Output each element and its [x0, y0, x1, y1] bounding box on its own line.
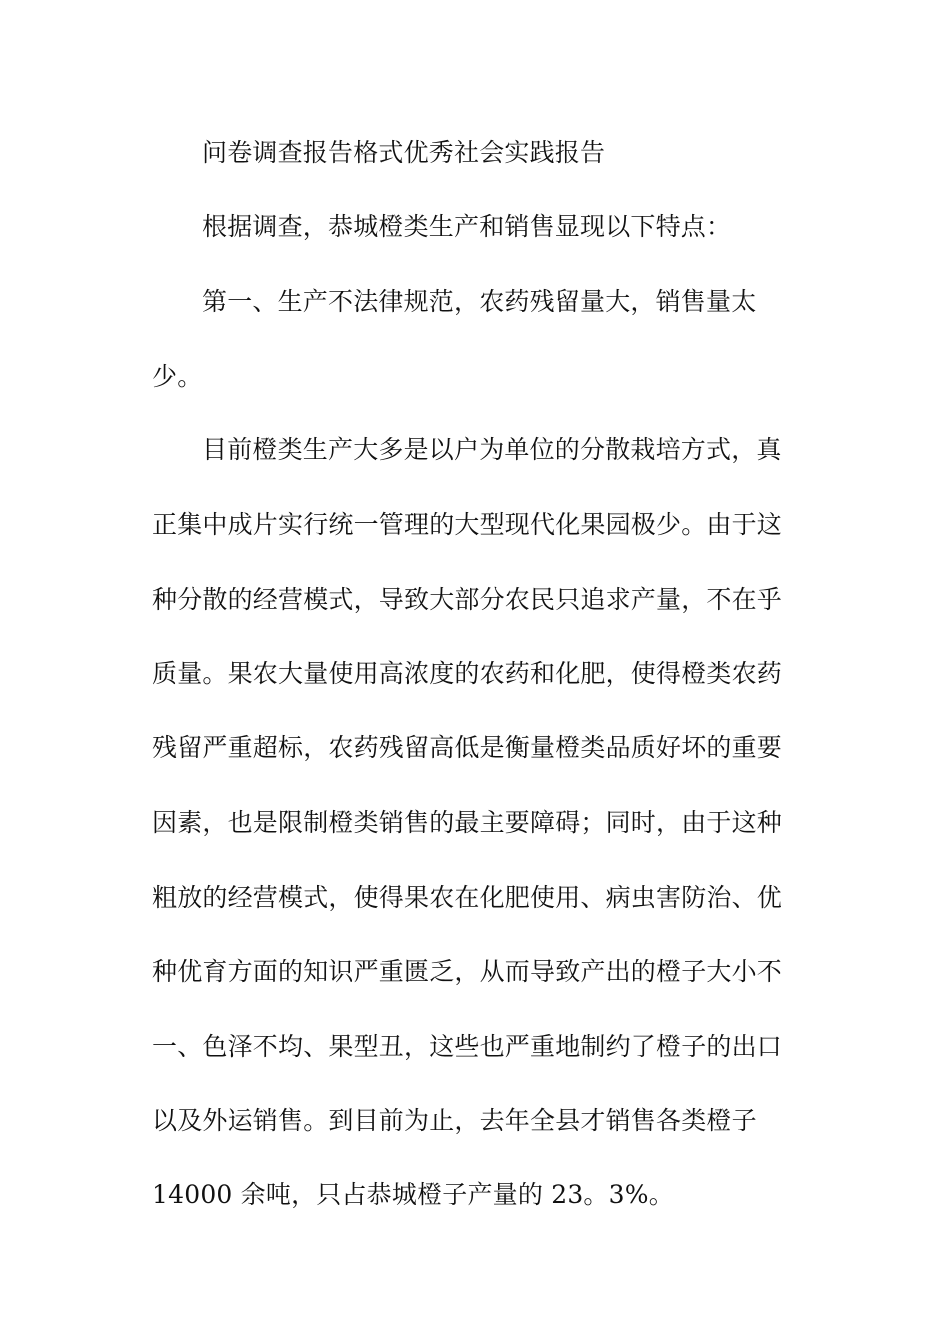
- paragraph-line: 粗放的经营模式，使得果农在化肥使用、病虫害防治、优: [152, 883, 783, 912]
- paragraph-line: 以及外运销售。到目前为止，去年全县才销售各类橙子: [152, 1106, 757, 1135]
- paragraph-line: 种优育方面的知识严重匮乏，从而导致产出的橙子大小不: [152, 957, 783, 986]
- paragraph-line: 目前橙类生产大多是以户为单位的分散栽培方式，真: [202, 435, 782, 464]
- paragraph-line: 少。: [152, 362, 203, 391]
- paragraph-line: 残留严重超标，农药残留高低是衡量橙类品质好坏的重要: [152, 733, 783, 762]
- paragraph-line: 正集中成片实行统一管理的大型现代化果园极少。由于这: [152, 510, 783, 539]
- paragraph-line: 因素，也是限制橙类销售的最主要障碍；同时，由于这种: [152, 808, 783, 837]
- paragraph-line: 第一、生产不法律规范，农药残留量大，销售量太: [202, 287, 757, 316]
- document-title: 问卷调查报告格式优秀社会实践报告: [202, 138, 606, 167]
- paragraph-line: 质量。果农大量使用高浓度的农药和化肥，使得橙类农药: [152, 659, 783, 688]
- paragraph-line: 根据调查，恭城橙类生产和销售显现以下特点：: [202, 212, 732, 241]
- paragraph-line: 种分散的经营模式，导致大部分农民只追求产量，不在乎: [152, 585, 783, 614]
- paragraph-line: 14000 余吨，只占恭城橙子产量的 23。3%。: [152, 1180, 674, 1209]
- paragraph-line: 一、色泽不均、果型丑，这些也严重地制约了橙子的出口: [152, 1032, 783, 1061]
